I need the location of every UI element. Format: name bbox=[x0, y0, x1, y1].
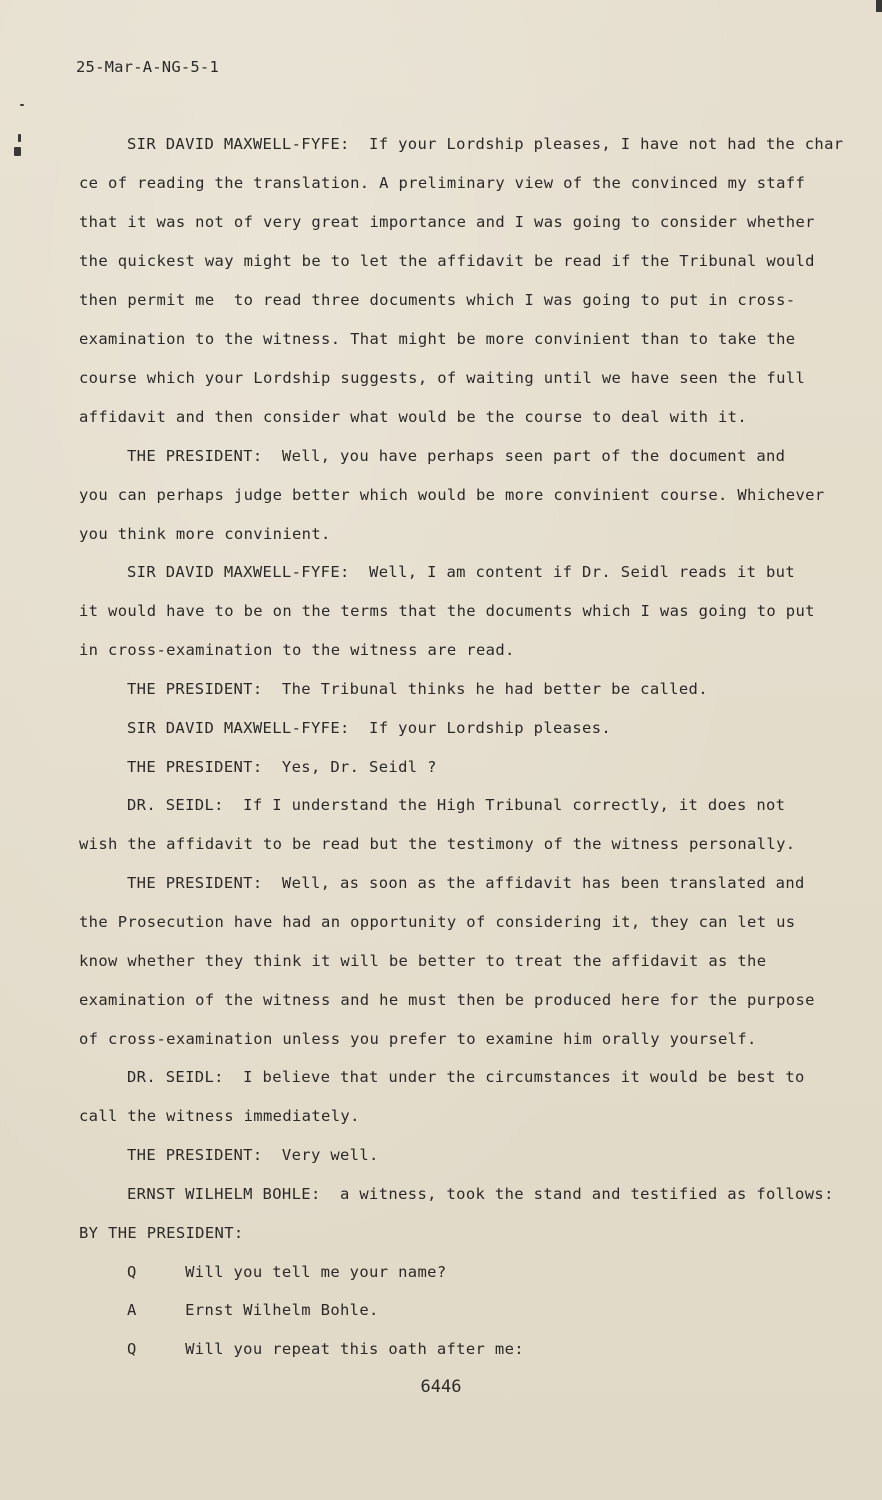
transcript-line: Q Will you repeat this oath after me: bbox=[127, 1340, 524, 1358]
transcript-line: DR. SEIDL: I believe that under the circumstances it would be best to bbox=[127, 1068, 805, 1086]
margin-mark-3 bbox=[14, 147, 21, 156]
transcript-line: THE PRESIDENT: Well, as soon as the affidavit has been translated and bbox=[127, 874, 805, 892]
transcript-line: that it was not of very great importance and I was going to consider whether bbox=[79, 213, 815, 231]
transcript-line: A Ernst Wilhelm Bohle. bbox=[127, 1301, 379, 1319]
transcript-line: THE PRESIDENT: The Tribunal thinks he had better be called. bbox=[127, 680, 708, 698]
transcript-line: Q Will you tell me your name? bbox=[127, 1263, 447, 1281]
transcript-line: then permit me to read three documents which I was going to put in cross- bbox=[79, 291, 796, 309]
transcript-line: call the witness immediately. bbox=[79, 1107, 360, 1125]
margin-mark-1 bbox=[20, 104, 24, 106]
transcript-line: THE PRESIDENT: Very well. bbox=[127, 1146, 379, 1164]
transcript-line: examination of the witness and he must then be produced here for the purpose bbox=[79, 991, 815, 1009]
page-number: 6446 bbox=[420, 1377, 462, 1397]
transcript-line: SIR DAVID MAXWELL-FYFE: If your Lordship pleases, I have not had the char bbox=[127, 135, 844, 153]
transcript-line: ERNST WILHELM BOHLE: a witness, took the stand and testified as follows: bbox=[127, 1185, 834, 1203]
transcript-line: course which your Lordship suggests, of waiting until we have seen the full bbox=[79, 369, 806, 387]
transcript-line: DR. SEIDL: If I understand the High Tribunal correctly, it does not bbox=[127, 796, 786, 814]
transcript-line: the quickest way might be to let the affidavit be read if the Tribunal would bbox=[79, 252, 815, 270]
transcript-line: it would have to be on the terms that the documents which I was going to put bbox=[79, 602, 815, 620]
transcript-line: ce of reading the translation. A preliminary view of the convinced my staff bbox=[79, 174, 806, 192]
transcript-line: you think more convinient. bbox=[79, 525, 331, 543]
transcript-line: BY THE PRESIDENT: bbox=[79, 1224, 244, 1242]
transcript-line: know whether they think it will be better to treat the affidavit as the bbox=[79, 952, 767, 970]
transcript-line: the Prosecution have had an opportunity of considering it, they can let us bbox=[79, 913, 796, 931]
transcript-line: of cross-examination unless you prefer to examine him orally yourself. bbox=[79, 1030, 757, 1048]
transcript-line: you can perhaps judge better which would be more convinient course. Whichever bbox=[79, 486, 825, 504]
transcript-line: SIR DAVID MAXWELL-FYFE: If your Lordship pleases. bbox=[127, 719, 612, 737]
transcript-line: THE PRESIDENT: Well, you have perhaps seen part of the document and bbox=[127, 447, 786, 465]
margin-mark-2 bbox=[18, 134, 21, 142]
transcript-line: examination to the witness. That might be more convinient than to take the bbox=[79, 330, 796, 348]
corner-mark bbox=[876, 0, 882, 12]
transcript-line: SIR DAVID MAXWELL-FYFE: Well, I am content if Dr. Seidl reads it but bbox=[127, 563, 796, 581]
transcript-line: affidavit and then consider what would be the course to deal with it. bbox=[79, 408, 748, 426]
transcript-line: in cross-examination to the witness are read. bbox=[79, 641, 515, 659]
transcript-line: THE PRESIDENT: Yes, Dr. Seidl ? bbox=[127, 758, 437, 776]
document-id: 25-Mar-A-NG-5-1 bbox=[76, 58, 219, 76]
transcript-line: wish the affidavit to be read but the testimony of the witness personally. bbox=[79, 835, 796, 853]
